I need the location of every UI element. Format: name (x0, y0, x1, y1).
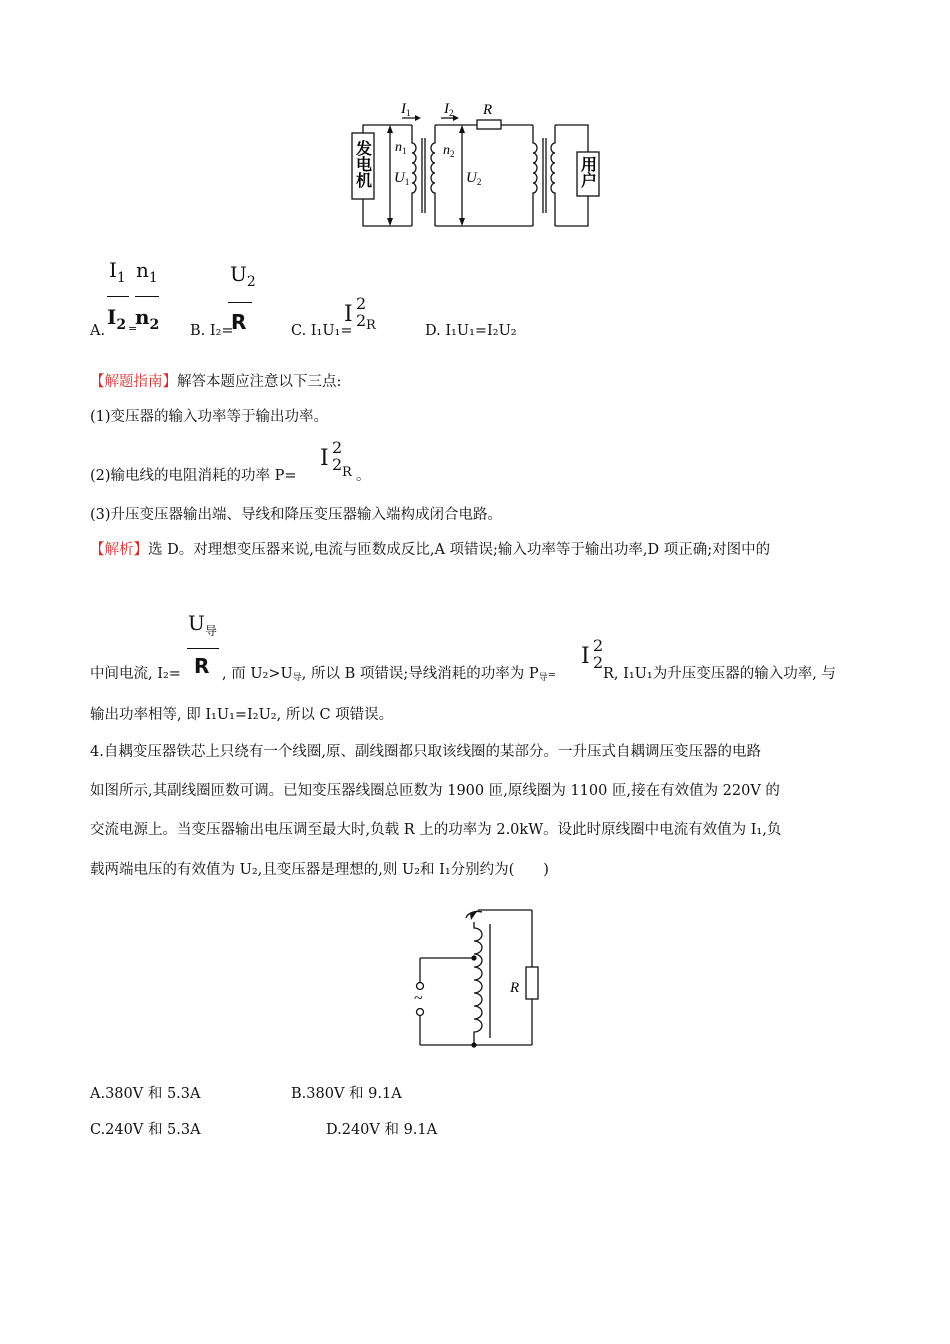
power-R: R (366, 318, 376, 333)
option-d: D. I₁U₁=I₂U₂ (425, 323, 517, 339)
U1-label: U (394, 170, 405, 186)
svg-text:I1 (400, 101, 411, 118)
option-a-fraction-right (134, 258, 162, 338)
q4-option-c: C.240V 和 5.3A (90, 1122, 201, 1138)
q4-option-a: A.380V 和 5.3A (90, 1086, 201, 1102)
svg-text:U2 (466, 170, 481, 187)
analysis-eq: = (547, 670, 556, 681)
frac-R: R (231, 310, 247, 334)
guide-R: R (342, 465, 352, 480)
power-I: I (344, 302, 353, 327)
frac-U: U (230, 262, 247, 286)
frac-U-sub: 2 (246, 274, 256, 290)
option-b-prefix: B. I₂= (190, 323, 234, 339)
option-c-power (344, 296, 384, 336)
frac-n2-sub: 2 (149, 317, 160, 333)
n1-label: n (395, 140, 402, 155)
analysis-frac-U-sub: 导 (204, 624, 217, 638)
option-c-prefix: C. I₁U₁= (291, 323, 353, 339)
frac-n1: n (136, 258, 149, 282)
guide-point-2-suffix: 。 (356, 468, 371, 484)
analysis-line-2-prefix: 中间电流, I₂= (90, 666, 181, 682)
I1-label: I (401, 101, 406, 117)
guide-power-expr (320, 440, 360, 484)
q4-line-4: 载两端电压的有效值为 U₂,且变压器是理想的,则 U₂和 I₁分别约为( ) (90, 862, 549, 878)
analysis-line-1: 选 D。对理想变压器来说,电流与匝数成反比,A 项错误;输入功率等于输出功率,D 项正确;对图中的 (148, 542, 771, 558)
analysis-mid2-sub: 导 (538, 673, 548, 683)
frac-n1-sub: 1 (148, 270, 158, 286)
analysis-sub: 2 (593, 653, 604, 672)
svg-text:n1 (395, 140, 407, 156)
analysis-label: 【解析】 (90, 542, 148, 558)
analysis-frac-R: R (194, 654, 210, 678)
guide-point-3: (3)升压变压器输出端、导线和降压变压器输入端构成闭合电路。 (90, 507, 503, 523)
q4-option-d: D.240V 和 9.1A (326, 1122, 438, 1138)
I2-label: I (444, 101, 449, 117)
fig2-R-label: R (510, 980, 520, 996)
svg-text:n2 (443, 143, 455, 159)
autotransformer-figure (408, 900, 548, 1050)
power-sub: 2 (356, 311, 367, 330)
option-a-fraction-left (106, 258, 130, 338)
guide-point-2-prefix: (2)输电线的电阻消耗的功率 P= (90, 468, 297, 484)
analysis-mid-text: , 而 U₂>U (222, 666, 293, 682)
generator-label: 发电机 (353, 140, 373, 188)
U1-sub: 1 (404, 177, 410, 187)
ac-source-symbol: ~ (414, 990, 423, 1007)
q4-line-3: 交流电源上。当变压器输出电压调至最大时,负载 R 上的功率为 2.0kW。设此时原线圈中电流有效值为 I₁,负 (90, 822, 782, 838)
analysis-line-2-mid (222, 664, 556, 688)
load-resistor (526, 967, 538, 999)
n2-label: n (443, 143, 450, 158)
user-label: 用户 (578, 156, 598, 188)
analysis-line-3: 输出功率相等, 即 I₁U₁=I₂U₂, 所以 C 项错误。 (90, 707, 394, 723)
analysis-frac-U: U (188, 611, 205, 635)
svg-text:U1 (394, 170, 409, 187)
guide-sub: 2 (332, 455, 343, 474)
I1-sub: 1 (406, 108, 411, 118)
R-label: R (483, 102, 493, 118)
U2-sub: 2 (476, 177, 482, 187)
guide-sup: 2 (332, 438, 343, 457)
frac-I1-sub: 1 (116, 270, 126, 286)
guide-intro: 解答本题应注意以下三点: (177, 374, 342, 390)
option-a-label: A. (90, 323, 106, 339)
q4-option-b: B.380V 和 9.1A (291, 1086, 402, 1102)
guide-point-2 (90, 466, 297, 486)
power-sup: 2 (356, 294, 367, 313)
option-a-equals: = (128, 322, 138, 335)
n1-sub: 1 (402, 146, 407, 156)
guide-label: 【解题指南】 (90, 374, 177, 390)
analysis-mid-sub: 导 (292, 673, 302, 683)
q4-line-2: 如图所示,其副线圈匝数可调。已知变压器线圈总匝数为 1900 匝,原线圈为 1100 匝,接在有效值为 220V 的 (90, 783, 780, 799)
I2-sub: 2 (449, 108, 454, 118)
analysis-mid2-text: , 所以 B 项错误;导线消耗的功率为 P (301, 666, 539, 682)
svg-text:I2 (443, 101, 454, 118)
guide-point-1: (1)变压器的输入功率等于输出功率。 (90, 409, 329, 425)
frac-I1: I (109, 258, 117, 282)
frac-I2: I (107, 305, 117, 329)
frac-n2: n (135, 305, 150, 329)
guide-I: I (320, 446, 329, 471)
transmission-circuit-figure (345, 98, 610, 232)
q4-line-1: 4.自耦变压器铁芯上只绕有一个线圈,原、副线圈都只取该线圈的某部分。一升压式自耦调压变压器的电路 (90, 744, 761, 760)
analysis-sup: 2 (593, 636, 604, 655)
analysis-fraction (186, 611, 220, 681)
line-resistor (477, 120, 501, 129)
frac-I2-sub: 2 (116, 317, 127, 333)
n2-sub: 2 (450, 149, 455, 159)
analysis-line-2-suffix: R, I₁U₁为升压变压器的输入功率, 与 (603, 666, 836, 682)
option-b-fraction (228, 262, 256, 338)
analysis-I: I (581, 644, 590, 669)
U2-label: U (466, 170, 477, 186)
